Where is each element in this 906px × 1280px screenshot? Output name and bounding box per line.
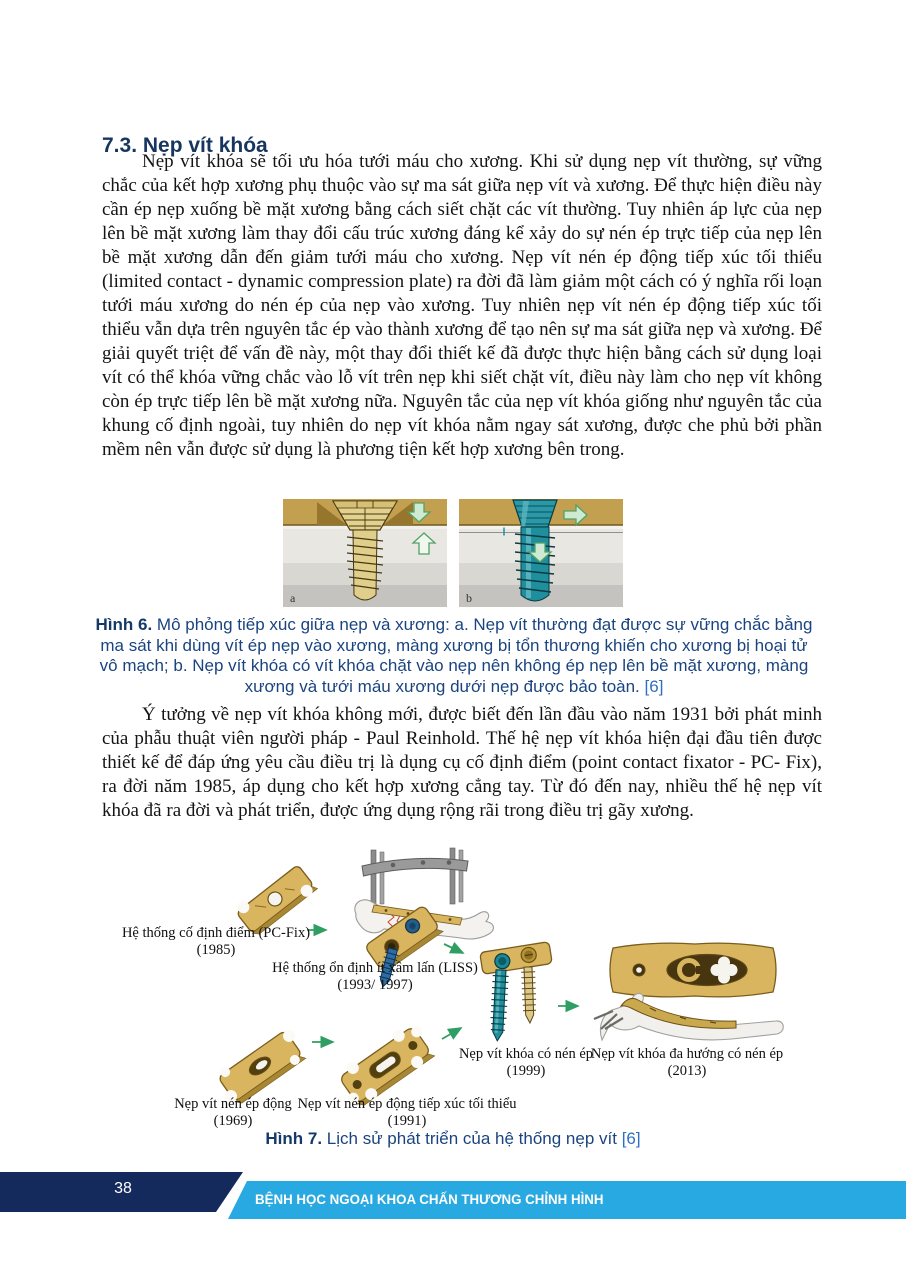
figure7-citation-link[interactable]: [6] — [621, 1129, 641, 1148]
figure6-illustration — [283, 499, 623, 607]
figure7-caption-label: Hình 7. — [265, 1129, 323, 1148]
figure7-label-liss: Hệ thống ổn định ít xâm lấn (LISS) (1993/ 1997) — [272, 960, 478, 993]
cortical-screw-icon — [521, 967, 537, 1023]
lcp-plate-screws-icon — [480, 942, 553, 1042]
page-number: 38 — [114, 1180, 132, 1197]
panel-b-letter: b — [466, 591, 472, 605]
figure6-caption-text: Mô phỏng tiếp xúc giữa nẹp và xương: a. Nẹp vít thường đạt được sự vững chắc bằng ma sát khi dùng vít ép nẹp vào xương, màng xương bị tổn thương khiến cho xương bị hoại tử vô mạch; b. Nẹp vít khóa có vít khóa chặt vào nẹp nên không ép nẹp lên bề mặt xương, màng xương và tưới máu xương dưới nẹp được bảo toàn. — [99, 615, 813, 696]
section-heading: 7.3. Nẹp vít khóa — [102, 134, 268, 158]
figure7-label-lcp: Nẹp vít khóa có nén ép (1999) — [458, 1046, 594, 1079]
figure7-caption-text: Lịch sử phát triển của hệ thống nẹp vít — [322, 1129, 622, 1148]
figure7-label-pcfix: Hệ thống cố định điểm (PC-Fix) (1985) — [121, 925, 311, 958]
figure7-caption — [0, 1129, 906, 1150]
book-title: BỆNH HỌC NGOẠI KHOA CHẤN THƯƠNG CHỈNH HÌNH — [255, 1191, 604, 1207]
bone-bent-plate-icon — [594, 993, 783, 1040]
body-paragraph-1: Nẹp vít khóa sẽ tối ưu hóa tưới máu cho xương. Khi sử dụng nẹp vít thường, sự vững chắc của kết hợp xương phụ thuộc vào sự ma sát giữa nẹp vít và xương. Để thực hiện điều này cần ép nẹp xuống bề mặt xương bằng cách siết chặt các vít thường. Tuy nhiên áp lực của nẹp lên bề mặt xương làm thay đổi cấu trúc xương đáng kể xảy do sự nén ép trực tiếp của nẹp lên bề mặt xương dẫn đến giảm tưới máu cho xương. Nẹp vít nén ép động tiếp xúc tối thiểu (limited contact - dynamic compression plate) ra đời đã làm giảm một cách có ý nghĩa rối loạn tưới máu xương do nén ép của nẹp vào xương. Tuy nhiên nẹp vít nén ép động tiếp xúc tối thiểu vẫn dựa trên nguyên tắc ép vào thành xương để tạo nên sự ma sát giữa nẹp và xương. Để giải quyết triệt để vấn đề này, một thay đổi thiết kế đã được thực hiện bằng cách sử dụng loại vít có thể khóa vững chắc vào lỗ vít trên nẹp khi siết chặt vít, điều này làm cho nẹp vít không còn ép trực tiếp lên bề mặt xương nữa. Nguyên tắc của nẹp vít khóa giống như nguyên tắc của khung cố định ngoài, tuy nhiên do nẹp vít khóa nằm ngay sát xương, được che phủ bởi phần mềm nên vẫn được sử dụng là phương tiện kết hợp xương bên trong. — [102, 151, 822, 460]
figure6-panel-b — [459, 499, 623, 607]
figure7-label-lcdcp: Nẹp vít nén ép động tiếp xúc tối thiểu (1991) — [297, 1096, 517, 1129]
figure6-citation-link[interactable]: [6] — [644, 676, 664, 696]
arrow-liss-to-lcp — [444, 944, 463, 953]
figure7-label-polyaxial: Nẹp vít khóa đa hướng có nén ép (2013) — [590, 1046, 784, 1079]
locking-screw-long-icon — [489, 970, 509, 1042]
body-paragraph-2: Ý tưởng về nẹp vít khóa không mới, được biết đến lần đầu vào năm 1931 bởi phát minh của phẫu thuật viên người pháp - Paul Reinhold. Thế hệ nẹp vít khóa hiện đại đầu tiên được thiết kế để đáp ứng yêu cầu điều trị là dụng cụ cố định điểm (point contact fixator - PC- Fix), ra đời năm 1985, áp dụng cho kết hợp xương cẳng tay. Từ đó đến nay, nhiều thế hệ nẹp vít khóa đã ra đời và phát triển, được ứng dụng rộng rãi trong điều trị gãy xương. — [102, 704, 822, 821]
figure7-label-dcp: Nẹp vít nén ép động (1969) — [174, 1096, 292, 1129]
panel-a-letter: a — [290, 591, 296, 605]
figure6-panel-a — [283, 499, 447, 607]
figure6-caption-label: Hình 6. — [95, 615, 153, 634]
arrow-lcdcp-to-lcp — [442, 1028, 461, 1039]
polyaxial-plate-icon — [610, 943, 776, 997]
figure6-caption — [93, 615, 815, 697]
